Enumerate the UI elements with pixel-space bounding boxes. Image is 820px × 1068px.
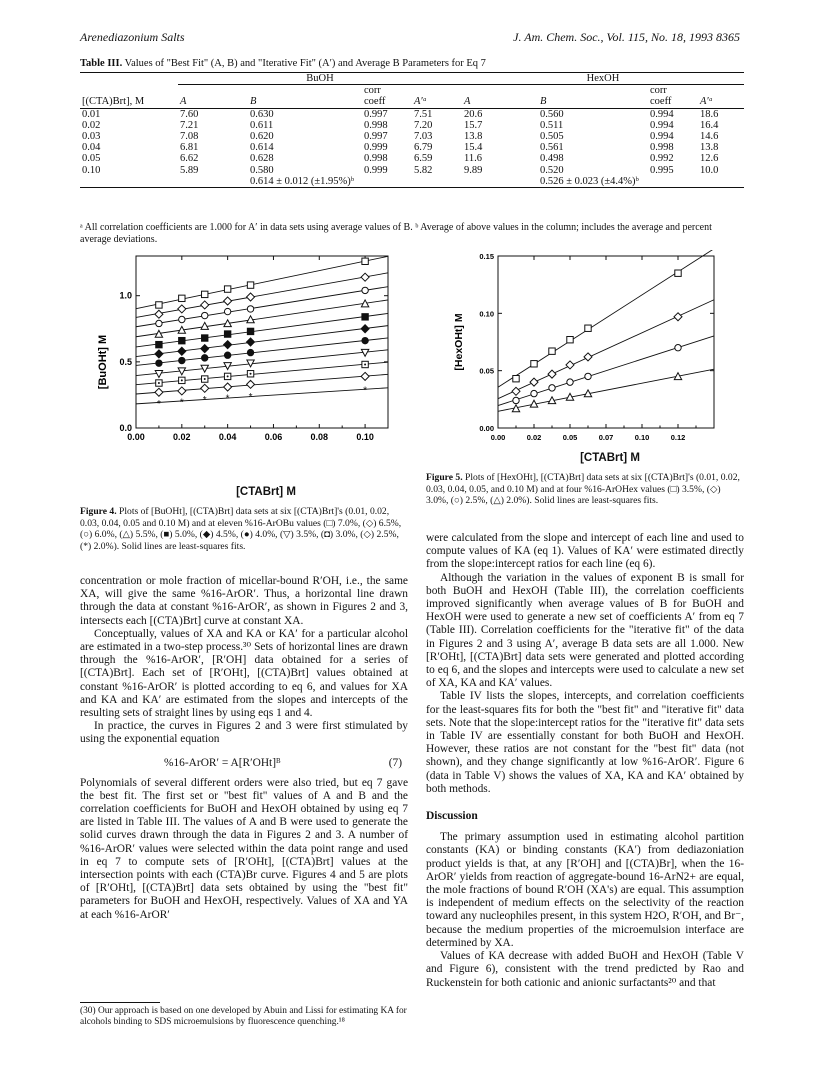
data-point	[202, 312, 208, 318]
table-cell: 0.997	[364, 131, 388, 143]
data-point	[512, 387, 520, 395]
data-point: *	[248, 392, 253, 404]
table-cell: 0.498	[540, 153, 564, 165]
data-point	[530, 378, 538, 386]
table-cell: 0.611	[250, 119, 274, 131]
table-cell: 6.59	[414, 153, 433, 165]
marker-dot	[364, 363, 366, 365]
data-point	[156, 320, 162, 326]
data-point	[362, 258, 368, 264]
equation-7	[80, 751, 408, 777]
table-cell: 0.994	[650, 108, 674, 120]
data-point	[675, 345, 681, 351]
col-corr-top: corr	[364, 85, 381, 97]
x-tick-label: 0.06	[264, 432, 283, 442]
y-tick-label: 0.10	[479, 309, 494, 319]
data-point	[224, 297, 232, 305]
paragraph: The primary assumption used in estimating alcohol partition constants (KA) or binding constants (KA′) from dediazoniation product yields is that, at any [R′OH] and [(CTA)Br], when the 16-ArOR′ yields from reaction of aggregate-bound 16-ArN2+ are equal, the mole fractions of bound R′OH (XA's) are equal. This assumption is independent of medium effects on the selectivity of the reaction toward any nucleophiles present, in this system H2O, R′OH, and Br⁻, because the medium properties of the microemulsion interface are determined by XA.	[426, 831, 744, 949]
table-row	[80, 131, 744, 142]
data-point	[155, 310, 163, 318]
figure-5-plot	[452, 250, 752, 450]
table-cell: 0.998	[364, 119, 388, 131]
table-cell: 11.6	[464, 153, 482, 165]
caption-label: Figure 5.	[426, 472, 463, 483]
data-point	[247, 349, 253, 355]
data-point	[362, 287, 368, 293]
table-cell: 0.620	[250, 131, 274, 143]
table-cell: 7.21	[180, 119, 199, 131]
col-corr: coeff	[364, 96, 386, 108]
paragraph: Although the variation in the values of exponent B is small for both BuOH and HexOH (Table III), the correlation coefficients improved significantly when average values of B for BuOH and HexOH were used to generate a new set of coefficients A′ from eq 7 (Table III). Correlation coefficients for the "iterative fit" of the data in Figures 2 and 3 using A′, average B data sets are all 1.000. New [R′OHt], [(CTA)Brt] data sets were generated and plotted according to eq 6, and the slopes and intercepts were used to calculate a new set of XA, KA and KA′ values.	[426, 571, 744, 690]
marker-dot	[181, 379, 183, 381]
table-row	[80, 153, 744, 164]
paragraph: Conceptually, values of XA and KA or KA′ for a particular alcohol are estimated in a two-step process.³⁰ Sets of horizontal lines are drawn through the %16-ArOR′, [R′OH] data obtained for a series of [(CTA)Brt]. Each set of [R′OHt], [(CTA)Brt] values obtained at constant %16-ArOR′ is plotted according to eq 6, and values for XA and KA and KA′ are estimated from the slopes and intercepts of the resulting sets of straight lines by using eqs 1 and 4.	[80, 627, 408, 720]
table-cell: 0.994	[650, 131, 674, 143]
table-cell: 0.10	[82, 164, 101, 176]
fit-line	[136, 385, 388, 404]
figure-5-caption	[426, 472, 742, 507]
fit-line	[136, 350, 388, 376]
table-cell: 20.6	[464, 108, 483, 120]
data-point	[674, 373, 681, 380]
data-point	[566, 361, 574, 369]
data-point	[156, 360, 162, 366]
x-tick-label: 0.05	[562, 433, 578, 442]
data-point	[361, 325, 369, 333]
table-cell: 16.4	[700, 119, 719, 131]
table-cell: 0.505	[540, 131, 564, 143]
equation-text: %16-ArOR′ = A[R′OHt]ᴮ	[164, 756, 281, 769]
footnote-30: (30) Our approach is based on one developed by Abuin and Lissi for estimating KA for alcohols binding to SDS microemulsions by fluorescence quenching.¹⁸	[80, 1006, 407, 1027]
table-footnote: ᵃ All correlation coefficients are 1.000 for A′ in data sets using average values of B. ᵇ Average of above values in the column; includes the average and percent average deviations.	[80, 222, 712, 245]
data-point	[362, 314, 368, 320]
table-cell: 0.992	[650, 153, 674, 165]
table-cell: 6.81	[180, 142, 199, 154]
data-point	[675, 270, 681, 276]
plot-frame	[498, 256, 714, 428]
marker-dot	[204, 378, 206, 380]
x-tick-label: 0.08	[310, 432, 329, 442]
paragraph: Polynomials of several different orders were also tried, but eq 7 gave the best fit. The first set or "best fit" values of A and B and the correlation coefficients for BuOH and HexOH obtained by using eq 7 are listed in Table III. The values of A and B were used to generate the solid curves drawn through the data in Figures 2 and 3. A number of %16-ArOR′ values were selected within the data point range and used in eq 7 to compute sets of [R′OHt], [(CTA)Brt] values at the intersection points with each (CTA)Br curve. Figures 4 and 5 are plots of [R′OHt], [(CTA)Brt] data sets obtained by using the "best fit" parameters for BuOH and HexOH, respectively. Values of XA and YA at each %16-ArOR′	[80, 776, 408, 921]
data-point	[156, 341, 162, 347]
header-left: Arenediazonium Salts	[80, 30, 185, 44]
data-point	[531, 361, 537, 367]
table-cell: 12.6	[700, 153, 719, 165]
data-point	[201, 322, 208, 329]
fit-line	[136, 256, 388, 308]
col-corr-top: corr	[650, 85, 667, 97]
section-heading: Discussion	[426, 810, 478, 823]
data-point	[179, 337, 185, 343]
x-tick-label: 0.00	[127, 432, 145, 442]
table-row	[80, 165, 744, 176]
table-cell: 0.561	[540, 142, 564, 154]
data-point	[247, 306, 253, 312]
data-point	[567, 379, 573, 385]
col-corr: coeff	[650, 96, 672, 108]
data-point	[178, 305, 186, 313]
table-cell: 0.999	[364, 164, 388, 176]
marker-dot	[158, 382, 160, 384]
fit-line	[498, 369, 714, 411]
data-point	[224, 341, 232, 349]
data-point	[224, 331, 230, 337]
table-cell: 0.630	[250, 108, 274, 120]
y-axis-label: [BuOHt] M	[97, 334, 109, 390]
y-tick-label: 0.15	[479, 252, 494, 261]
fit-line	[136, 374, 388, 394]
y-axis-label: [HexOHt] M	[453, 313, 465, 371]
group-buoh: BuOH	[178, 73, 462, 85]
table-cell: 6.79	[414, 142, 433, 154]
data-point	[201, 345, 209, 353]
data-point	[584, 353, 592, 361]
caption-text: Plots of [HexOHt], [(CTA)Brt] data sets at six [(CTA)Brt]'s (0.01, 0.02, 0.03, 0.04, 0.05, and 0.10 M) and at four %16-ArOHex values (□) 3.5%, (◇) 3.0%, (○) 2.5%, (△) 2.0%). Solid lines are least-squares fits.	[426, 472, 740, 507]
data-point	[202, 355, 208, 361]
data-point	[549, 385, 555, 391]
table-cell: 7.51	[414, 108, 433, 120]
y-tick-label: 0.5	[119, 356, 132, 367]
group-hexoh: HexOH	[462, 73, 744, 85]
table-cell: 13.8	[464, 131, 483, 143]
data-point	[674, 313, 682, 321]
table-cell: 9.89	[464, 164, 483, 176]
table-cell: 18.6	[700, 108, 719, 120]
data-point	[247, 282, 253, 288]
table-cell: 14.6	[700, 131, 719, 143]
table-cell: 13.8	[700, 142, 719, 154]
table-iii	[80, 72, 744, 188]
data-point	[585, 325, 591, 331]
x-tick-label: 0.02	[173, 432, 191, 442]
data-point	[179, 295, 185, 301]
table-cell: 0.04	[82, 142, 101, 154]
figure-4-plot	[96, 250, 396, 480]
marker-dot	[227, 375, 229, 377]
table-cell: 0.511	[540, 119, 564, 131]
data-point: *	[202, 394, 207, 406]
table-cell: 7.08	[180, 131, 199, 143]
footnote-rule	[80, 1002, 160, 1003]
data-point	[585, 373, 591, 379]
table-cell: 15.7	[464, 119, 483, 131]
table-cell: 0.995	[650, 164, 674, 176]
x-tick-label: 0.02	[526, 433, 542, 442]
data-point	[549, 348, 555, 354]
col-b: B	[250, 96, 257, 108]
paragraph: In practice, the curves in Figures 2 and 3 were first stimulated by using the exponential equation	[80, 720, 408, 746]
table-cell: 10.0	[700, 164, 719, 176]
table-row	[80, 108, 744, 120]
data-point	[201, 301, 209, 309]
caption-text: Plots of [BuOHt], [(CTA)Brt] data sets at six [(CTA)Brt]'s (0.01, 0.02, 0.03, 0.04, 0.05 and 0.10 M) and at eleven %16-ArOBu values (□) 7.0%, (◇) 6.5%, (○) 6.0%, (△) 5.5%, (■) 5.0%, (◆) 4.5%, (●) 4.0%, (▽) 3.5%, (◘) 3.0%, (◇) 2.5%, (*) 2.0%). Solid lines are least-squares fits.	[80, 506, 402, 552]
equation-number: (7)	[388, 756, 402, 769]
data-point	[362, 337, 368, 343]
table-label: Table III.	[80, 58, 123, 69]
header-right: J. Am. Chem. Soc., Vol. 115, No. 18, 1993 8365	[513, 30, 740, 44]
data-point	[179, 357, 185, 363]
table-cell: 7.03	[414, 131, 433, 143]
y-tick-label: 1.0	[119, 290, 132, 301]
data-point	[201, 384, 209, 392]
table-cell: 0.614	[250, 142, 274, 154]
y-tick-label: 0.05	[479, 366, 494, 376]
right-column	[426, 532, 744, 990]
data-point	[224, 308, 230, 314]
col-a: A	[180, 96, 187, 108]
fit-line	[498, 300, 714, 399]
x-axis-label: [CTABrt] M	[580, 452, 640, 464]
table-cell: 6.62	[180, 153, 199, 165]
x-tick-label: 0.00	[490, 433, 506, 442]
data-point: *	[225, 393, 230, 405]
data-point	[155, 371, 162, 378]
table-cell: 0.05	[82, 153, 101, 165]
col-b: B	[540, 96, 547, 108]
data-point	[224, 383, 232, 391]
x-axis-label: [CTABrt] M	[236, 486, 296, 498]
data-point	[361, 273, 369, 281]
table-cell: 0.999	[364, 142, 388, 154]
table-cell: 0.998	[364, 153, 388, 165]
data-point	[202, 291, 208, 297]
table-cell: 0.580	[250, 164, 274, 176]
x-tick-label: 0.12	[670, 433, 686, 442]
data-point	[155, 350, 163, 358]
data-point	[224, 286, 230, 292]
data-point	[361, 372, 369, 380]
table-cell: 0.628	[250, 153, 274, 165]
table-cell: 7.20	[414, 119, 433, 131]
data-point	[513, 375, 519, 381]
data-point	[178, 347, 186, 355]
table-cell: 0.994	[650, 119, 674, 131]
data-point	[178, 387, 186, 395]
fit-line	[136, 273, 388, 318]
fit-line	[136, 362, 388, 385]
x-tick-label: 0.04	[218, 432, 237, 442]
col-ctabr: [(CTA)Brt], M	[82, 96, 145, 108]
table-cell: 15.4	[464, 142, 483, 154]
paragraph: Values of KA decrease with added BuOH and HexOH (Table V and Figure 6), consistent with the trend predicted by Rao and Ruckenstein for both cationic and anionic surfactants²⁰ and that	[426, 950, 744, 989]
table-title: Values of "Best Fit" (A, B) and "Iterative Fit" (A′) and Average B Parameters for Eq 7	[124, 58, 486, 69]
data-point: *	[179, 397, 184, 409]
data-point	[567, 337, 573, 343]
avg-b-buoh: 0.614 ± 0.012 (±1.95%)ᵇ	[250, 175, 355, 187]
table-cell: 7.60	[180, 108, 199, 120]
table-cell: 0.01	[82, 108, 101, 120]
marker-dot	[250, 373, 252, 375]
table-cell: 5.89	[180, 164, 199, 176]
col-aprime: A′ᵃ	[700, 96, 713, 108]
table-cell: 5.82	[414, 164, 433, 176]
data-point	[247, 328, 253, 334]
figure-4-caption	[80, 506, 408, 552]
avg-b-hexoh: 0.526 ± 0.023 (±4.4%)ᵇ	[540, 175, 639, 187]
table-cell: 0.02	[82, 119, 101, 131]
data-point	[202, 335, 208, 341]
data-point	[531, 390, 537, 396]
col-aprime: A′ᵃ	[414, 96, 427, 108]
caption-label: Figure 4.	[80, 506, 117, 517]
x-tick-label: 0.10	[356, 432, 374, 442]
data-point	[247, 380, 255, 388]
paragraph: were calculated from the slope and intercept of each line and used to compute values of KA (eq 1). Values of KA′ were estimated directly from the slope:intercept ratios for each line (eq 6).	[426, 532, 744, 571]
table-cell: 0.998	[650, 142, 674, 154]
running-header	[80, 30, 740, 45]
y-tick-label: 0.00	[479, 424, 494, 433]
table-cell: 0.560	[540, 108, 564, 120]
table-caption	[80, 58, 486, 69]
table-cell: 0.03	[82, 131, 101, 143]
data-point	[224, 352, 230, 358]
data-point	[247, 338, 255, 346]
table-row	[80, 120, 744, 131]
table-cell: 0.520	[540, 164, 564, 176]
x-tick-label: 0.10	[634, 433, 650, 442]
fit-line	[498, 336, 714, 406]
data-point	[155, 388, 163, 396]
data-point: *	[363, 385, 368, 397]
y-tick-label: 0.0	[119, 423, 132, 433]
data-point	[179, 316, 185, 322]
table-row	[80, 142, 744, 153]
data-point	[156, 302, 162, 308]
paragraph: Table IV lists the slopes, intercepts, and correlation coefficients for the least-squares fits for both the "best fit" and "iterative fit" data sets. Note that the slope:intercept ratios for the "iterative fit" data sets in Table IV are essentially constant for both BuOH and HexOH. However, these ratios are not constant for the "best fit" data (not shown), and they change significantly at low %16-ArOR′. Figure 6 (data in Table V) shows the values of XA, KA and KA′ obtained by both methods.	[426, 690, 744, 795]
col-a: A	[464, 96, 471, 108]
data-point: *	[156, 398, 161, 410]
left-column	[80, 575, 408, 922]
paragraph: concentration or mole fraction of micellar-bound R′OH, i.e., the same XA, will give the same %16-ArOR′. Thus, a horizontal line drawn through the data at constant %16-ArOR′, as shown in Figures 2 and 3, intersects each [(CTA)Brt] curve at constant XA.	[80, 575, 408, 627]
x-tick-label: 0.07	[598, 433, 614, 442]
data-point	[548, 370, 556, 378]
data-point	[247, 293, 255, 301]
data-point	[513, 397, 519, 403]
fit-line	[136, 287, 388, 327]
table-cell: 0.997	[364, 108, 388, 120]
